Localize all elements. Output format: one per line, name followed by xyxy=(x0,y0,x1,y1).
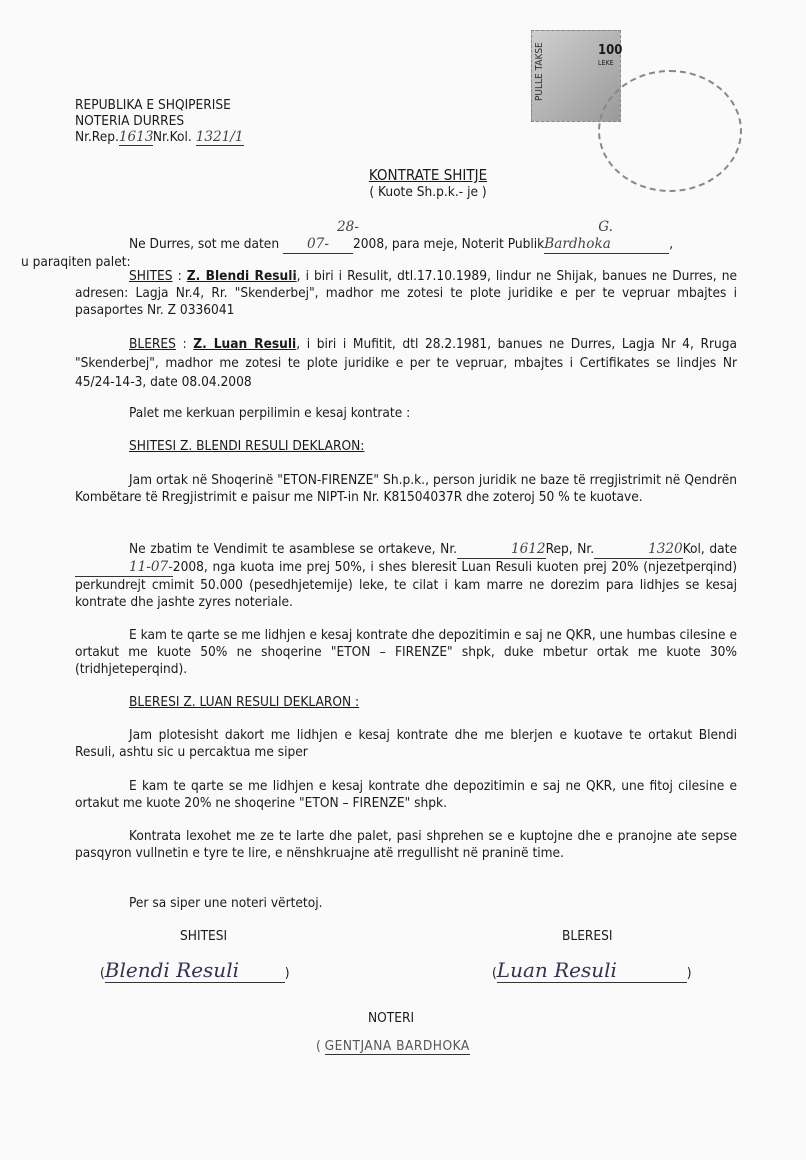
notary-signature-line xyxy=(316,1038,470,1055)
buyer-declares-heading: BLERESI Z. LUAN RESULI DEKLARON : xyxy=(129,694,360,710)
p2-text-2: Rep, Nr. xyxy=(545,541,595,557)
seller-declaration-1: Jam ortak në Shoqerinë "ETON-FIRENZE" Sh.p.k., person juridik ne baze të rregjistrimit në Qendrën Kombëtare të Rregjistrimit e paisur me NIPT-in Nr. K81504037R dhe zoteroj 50 % te kuotave. xyxy=(75,472,737,505)
stamp-text: PULLE TAKSE xyxy=(534,42,545,101)
paren: ( xyxy=(316,1038,321,1054)
notary-signature-label: NOTERI xyxy=(368,1010,415,1026)
intro-date: 28-07- xyxy=(283,219,353,254)
seller-signature-line xyxy=(100,958,290,983)
seller-declaration-2 xyxy=(75,541,737,611)
page-subtitle xyxy=(0,184,806,200)
rep-label: Nr.Rep. xyxy=(75,129,119,145)
document-header xyxy=(75,97,244,146)
seller-declaration-3: E kam te qarte se me lidhjen e kesaj kontrate dhe depozitimin e saj ne QKR, une humbas cilesine e ortakut me kuote 50% ne shoqerine "ETON – FIRENZE" shpk, duke mbetur ortak me kuote 30% (tridhjeteperqind). xyxy=(75,627,737,677)
p2-text-4: 2008, nga kuota ime prej 50%, i shes bleresit Luan Resuli kuoten prej 20% (njezetperqind) perkundrejt cmimit 50.000 (pesedhjetemije) leke, te cilat i kam marre ne dorezim para lidhjes se kesaj kontrate dhe jashte zyres noteriale. xyxy=(75,559,737,610)
paren: ( xyxy=(492,965,497,981)
sep: : xyxy=(175,336,194,352)
buyer-signature-line xyxy=(492,958,692,983)
buyer-signature-label: BLERESI xyxy=(562,928,613,944)
paren: ) xyxy=(686,965,692,981)
seller-name: Z. Blendi Resuli xyxy=(186,268,297,284)
intro-text: Ne Durres, sot me daten xyxy=(129,236,283,252)
seller-signature-label: SHITESI xyxy=(180,928,228,944)
intro-comma: , xyxy=(669,236,674,252)
buyer-signature: Luan Resuli xyxy=(497,958,687,983)
decision-rep-number: 1612 xyxy=(457,541,546,559)
header-numbers xyxy=(75,129,244,146)
sep: : xyxy=(172,268,187,284)
decision-date: 11-07- xyxy=(75,559,173,577)
buyer-declaration-1: Jam plotesisht dakort me lidhjen e kesaj kontrate dhe me blerjen e kuotave te ortakut Blendi Resuli, ashtu sic u percaktua me siper xyxy=(75,727,737,760)
header-notary: NOTERIA DURRES xyxy=(75,113,185,129)
closing-paragraph: Kontrata lexohet me ze te larte dhe palet, pasi shprehen se e kuptojne dhe e pranojne ate sepse pasqyron vullnetin e tyre te lire, e nënshkruajne atë rregullisht në praninë time. xyxy=(75,828,737,861)
stamp-unit: LEKE xyxy=(598,59,614,67)
kol-value: 1321/1 xyxy=(195,129,244,145)
buyer-details: , i biri i Mufitit, dtl 28.2.1981, banues ne Durres, Lagja Nr 4, Rruga "Skenderbej", madhor me zotesi te plote juridike e per te vepruar, mbajtes i Certifikates se lindjes Nr 45/24-14-3, date 08.04.2008 xyxy=(75,336,737,390)
buyer-name: Z. Luan Resuli xyxy=(193,336,297,352)
seller-signature: Blendi Resuli xyxy=(105,958,285,983)
buyer-paragraph xyxy=(75,335,737,392)
kol-label: Nr.Kol. xyxy=(152,129,192,145)
buyer-label: BLERES xyxy=(129,336,176,352)
paren: ( xyxy=(100,965,105,981)
header-republic: REPUBLIKA E SHQIPERISE xyxy=(75,97,231,113)
stamp-value: 100 xyxy=(598,43,623,58)
intro-text-2: 2008, para meje, Noterit Publik xyxy=(352,236,545,252)
seller-declares-heading: SHITESI Z. BLENDI RESULI DEKLARON: xyxy=(129,438,365,454)
certification-text: Per sa siper une noteri vërtetoj. xyxy=(129,895,323,911)
buyer-declaration-2: E kam te qarte se me lidhjen e kesaj kontrate dhe depozitimin e saj ne QKR, une fitoj cilesine e ortakut me kuote 20% ne shoqerine "ETON – FIRENZE" shpk. xyxy=(75,778,737,811)
decision-kol-number: 1320 xyxy=(594,541,683,559)
intro-parties: u paraqiten palet: xyxy=(21,254,131,270)
p2-text-3: Kol, date xyxy=(682,541,737,557)
title-text: KONTRATE SHITJE xyxy=(368,166,488,184)
paren: ) xyxy=(284,965,290,981)
seller-paragraph xyxy=(75,268,737,319)
seller-details: , i biri i Resulit, dtl.17.10.1989, lindur ne Shijak, banues ne Durres, ne adresen: Lagja Nr.4, Rr. "Skenderbej", madhor me zotesi te plote juridike e per te vepruar mbajtes i pasaportes Nr. Z 0336041 xyxy=(75,268,738,318)
notary-signature-inline: G. Bardhoka xyxy=(544,219,669,254)
subtitle-text: ( Kuote Sh.p.k.- je ) xyxy=(369,184,487,200)
notary-name-stamp: GENTJANA BARDHOKA xyxy=(324,1038,470,1054)
p2-text: Ne zbatim te Vendimit te asamblese se ortakeve, Nr. xyxy=(129,541,457,557)
rep-value: 1613 xyxy=(118,129,154,145)
page-title xyxy=(0,166,806,184)
intro-paragraph xyxy=(21,219,737,271)
request-text: Palet me kerkuan perpilimin e kesaj kontrate : xyxy=(129,405,411,421)
seller-label: SHITES xyxy=(129,268,173,284)
